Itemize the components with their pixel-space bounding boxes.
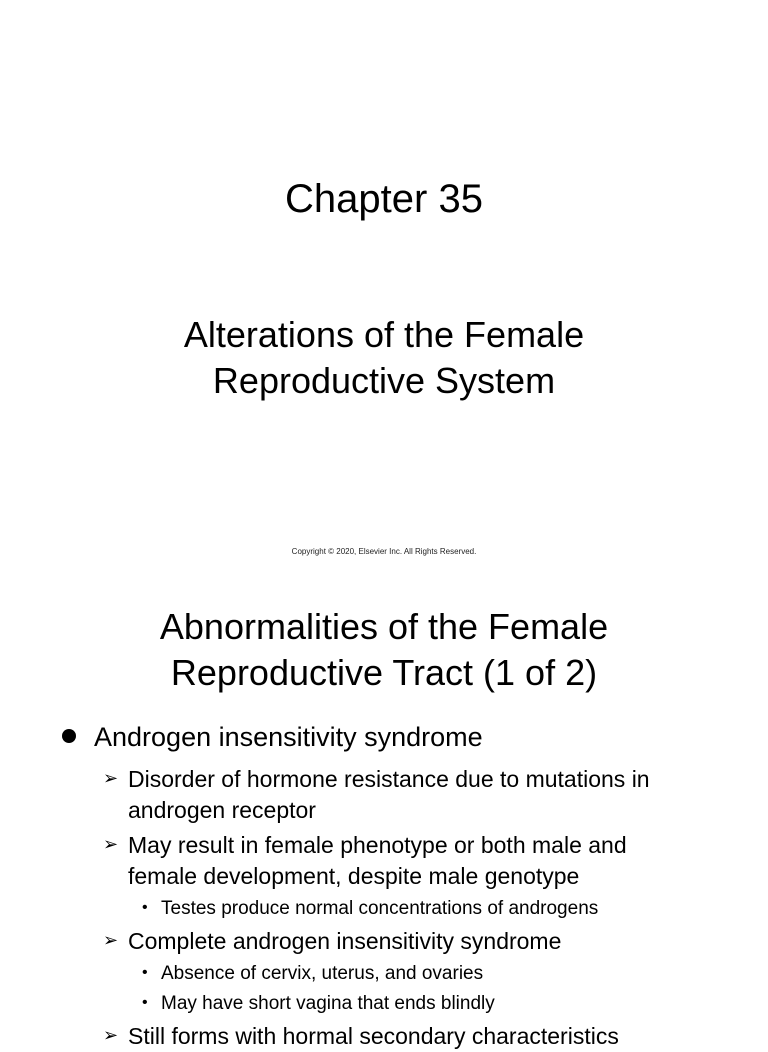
chapter-subtitle <box>0 312 768 404</box>
copyright-notice: Copyright © 2020, Elsevier Inc. All Rights Reserved. <box>291 547 477 556</box>
content-slide <box>0 576 768 1049</box>
bullet-text: Testes produce normal concentrations of androgens <box>161 898 599 919</box>
small-dot-bullet-icon: • <box>142 964 148 981</box>
bullet-text: Complete androgen insensitivity syndrome <box>128 928 562 954</box>
bullet-text: Disorder of hormone resistance due to mutations in androgen receptor <box>128 766 650 823</box>
subtitle-line-1: Alterations of the Female <box>183 314 585 355</box>
filled-circle-bullet-icon <box>62 729 76 743</box>
bullet-text: Absence of cervix, uterus, and ovaries <box>161 963 484 984</box>
slide-title <box>0 604 768 696</box>
small-dot-bullet-icon: • <box>142 994 148 1011</box>
chapter-title: Chapter 35 <box>285 177 483 221</box>
bullet-list <box>0 714 768 1052</box>
arrowhead-bullet-icon: ➢ <box>103 1025 119 1045</box>
slide-title-line-2: Reproductive Tract (1 of 2) <box>170 652 598 693</box>
arrowhead-bullet-icon: ➢ <box>103 768 119 788</box>
small-dot-bullet-icon: • <box>142 899 148 916</box>
bullet-text: Still forms with hormal secondary characteristics <box>128 1023 619 1049</box>
bullet-text: May result in female phenotype or both male and female development, despite male genotype <box>128 832 627 889</box>
arrowhead-bullet-icon: ➢ <box>103 930 119 950</box>
bullet-text: May have short vagina that ends blindly <box>161 993 495 1014</box>
bullet-level2 <box>0 1021 768 1052</box>
bullet-level2 <box>0 926 768 957</box>
bullet-level3 <box>0 961 768 987</box>
slide-title-line-1: Abnormalities of the Female <box>159 606 609 647</box>
subtitle-line-2: Reproductive System <box>212 360 556 401</box>
bullet-level1 <box>0 714 768 760</box>
bullet-text: Androgen insensitivity syndrome <box>94 722 483 752</box>
bullet-level2 <box>0 764 768 826</box>
bullet-level3 <box>0 991 768 1017</box>
bullet-level2 <box>0 830 768 892</box>
bullet-level3 <box>0 896 768 922</box>
arrowhead-bullet-icon: ➢ <box>103 834 119 854</box>
